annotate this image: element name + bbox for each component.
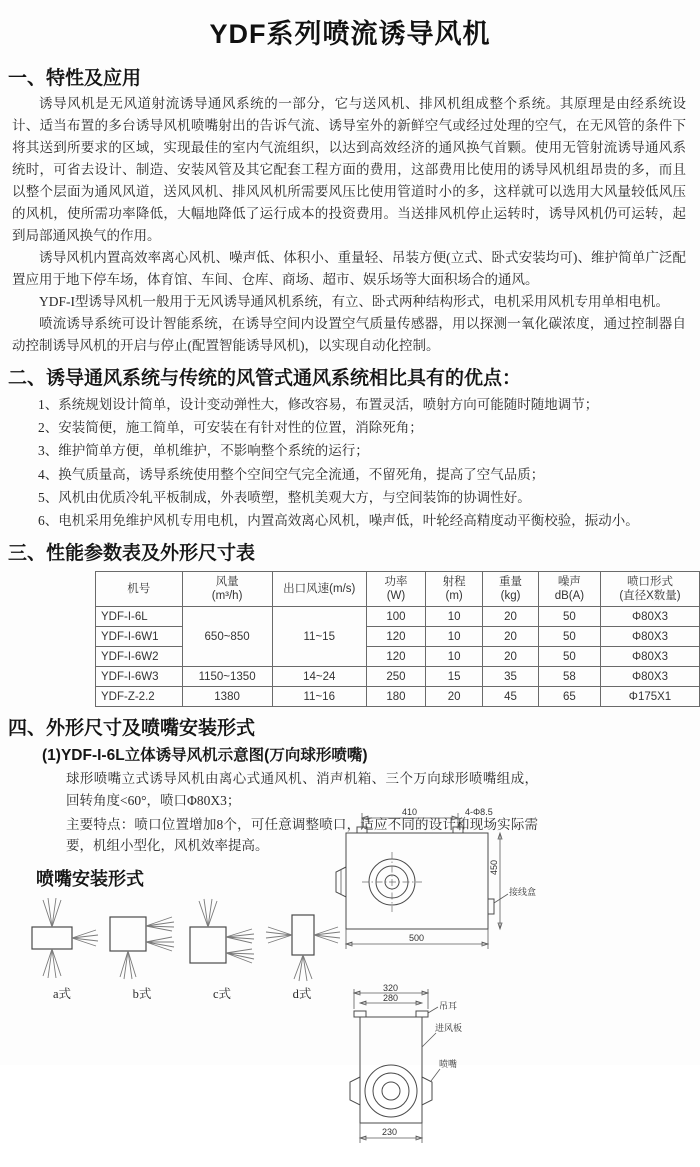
cell-weight: 45 (483, 687, 539, 707)
dimension-label: 4-Φ8.5 (465, 806, 493, 817)
cell-flow: 1380 (182, 687, 272, 707)
table-header-cell (272, 572, 366, 607)
nozzle-a-drawing (24, 893, 100, 981)
paragraph: 诱导风机内置高效率离心风机、噪声低、体积小、重量轻、吊装方便(立式、卧式安装均可)、维护简单广泛配置应用于地下停车场，体育馆、车间、仓库、商场、超市、娱乐场等大面积场合的通风。 (12, 250, 686, 287)
table-header-cell (96, 572, 183, 607)
section4-heading: 四、外形尺寸及喷嘴安装形式 (8, 718, 256, 740)
cell-power: 100 (366, 607, 425, 627)
header-label: 风量 (215, 575, 239, 588)
list-item: 6、电机采用免维护风机专用电机，内置高效离心风机，噪声低，叶轮经高精度动平衡校验，振动小。 (38, 513, 639, 529)
cell-nozzle: Φ80X3 (600, 627, 699, 647)
page-title: YDF系列喷流诱导风机 (209, 19, 491, 49)
inlet-plate-label: 进风板 (435, 1022, 463, 1033)
cell-noise: 50 (538, 607, 600, 627)
nozzle-callout-label: 喷嘴 (439, 1058, 458, 1069)
header-label: 射程 (442, 575, 466, 588)
section3-heading: 三、性能参数表及外形尺寸表 (8, 543, 256, 565)
fan-front-view-drawing (332, 803, 568, 985)
dimension-label: 450 (489, 859, 499, 875)
dimension-label: 500 (409, 932, 425, 943)
paragraph: YDF-I型诱导风机一般用于无风诱导通风机系统，有立、卧式两种结构形式，电机采用风机专用单相电机。 (39, 294, 669, 309)
cell-noise: 50 (538, 627, 600, 647)
nozzle-diagram-b (104, 893, 180, 1002)
list-item: 1、系统规划设计简单，设计变动弹性大，修改容易，布置灵活，喷射方向可能随时随地调节； (38, 397, 599, 412)
header-label: 机号 (127, 583, 151, 596)
table-header-cell (182, 572, 272, 607)
cell-speed: 11~16 (272, 687, 366, 707)
nozzle-type-label: d式 (292, 986, 312, 1001)
lifting-lug-label: 吊耳 (439, 1000, 458, 1011)
cell-range: 10 (426, 627, 483, 647)
paragraph: 球形喷嘴立式诱导风机由离心式通风机、消声机箱、三个万向球形喷嘴组成，回转角度<60°，喷口Φ80X3； (66, 771, 538, 808)
cell-speed-merged: 11~15 (272, 607, 366, 667)
nozzle-d-drawing (264, 893, 340, 981)
cell-range: 20 (426, 687, 483, 707)
header-sublabel: (直径X数量) (619, 590, 681, 603)
performance-table (95, 571, 700, 707)
header-sublabel: dB(A) (554, 590, 585, 603)
paragraph: 喷流诱导系统可设计智能系统，在诱导空间内设置空气质量传感器，用以探测一氧化碳浓度，通过控制器自动控制诱导风机的开启与停止(配置智能诱导风机)，以实现自动化控制。 (12, 316, 686, 353)
nozzle-diagram-a (24, 893, 100, 1002)
cell-model: YDF-I-6W1 (96, 627, 183, 647)
header-label: 噪声 (557, 575, 581, 588)
cell-model: YDF-Z-2.2 (96, 687, 183, 707)
cell-flow-merged: 650~850 (182, 607, 272, 667)
cell-power: 120 (366, 647, 425, 667)
junction-box-label: 接线盒 (509, 886, 537, 897)
table-header-row (96, 572, 700, 607)
cell-range: 15 (426, 667, 483, 687)
cell-noise: 50 (538, 647, 600, 667)
cell-speed: 14~24 (272, 667, 366, 687)
nozzle-type-label: b式 (132, 986, 152, 1001)
cell-weight: 20 (483, 647, 539, 667)
paragraph: 主要特点：喷口位置增加8个，可任意调整喷口，适应不同的设计和现场实际需要，机组小型化，风机效率提高。 (66, 816, 538, 854)
cell-nozzle: Φ80X3 (600, 667, 699, 687)
cell-weight: 35 (483, 667, 539, 687)
list-item: 4、换气质量高，诱导系统使用整个空间空气完全流通，不留死角，提高了空气品质； (38, 466, 545, 482)
list-item: 5、风机由优质冷轧平板制成，外表喷塑，整机美观大方，与空间装饰的协调性好。 (38, 489, 531, 505)
header-label: 出口风速(m/s) (283, 583, 356, 596)
cell-range: 10 (426, 607, 483, 627)
table-row (96, 607, 700, 627)
dimension-label: 280 (383, 992, 399, 1003)
dimension-label: 320 (383, 982, 399, 993)
dimension-label: 230 (382, 1126, 398, 1137)
table-header-cell (426, 572, 483, 607)
sub-section-title: (1)YDF-I-6L立体诱导风机示意图(万向球形喷嘴) (42, 747, 368, 765)
table-header-cell (538, 572, 600, 607)
section2-heading: 二、诱导通风系统与传统的风管式通风系统相比具有的优点： (8, 368, 522, 389)
nozzle-diagram-d (264, 893, 340, 1002)
cell-flow: 1150~1350 (182, 667, 272, 687)
table-header-cell (483, 572, 539, 607)
nozzle-diagram-c (184, 893, 260, 1002)
cell-model: YDF-I-6W2 (96, 647, 183, 667)
table-row (96, 687, 700, 707)
cell-power: 250 (366, 667, 425, 687)
nozzle-diagram-row (24, 893, 344, 1002)
dimension-drawings (332, 803, 700, 1137)
table-header-cell (600, 572, 699, 607)
cell-power: 120 (366, 627, 425, 647)
cell-model: YDF-I-6L (96, 607, 183, 627)
dimension-label: 410 (402, 806, 418, 817)
nozzle-type-label: a式 (52, 986, 72, 1001)
nozzle-c-drawing (184, 893, 260, 981)
nozzle-b-drawing (104, 893, 180, 981)
header-label: 重量 (499, 575, 523, 588)
fan-side-view-drawing (332, 982, 463, 1167)
table-row (96, 667, 700, 687)
cell-noise: 58 (538, 667, 600, 687)
cell-weight: 20 (483, 627, 539, 647)
paragraph: 诱导风机是无风道射流诱导通风系统的一部分，它与送风机、排风机组成整个系统。其原理是由经系统设计、适当布置的多台诱导风机喷嘴射出的告诉气流、诱导室外的新鲜空气或经过处理的空气，在无风管的条件下将其送到所要求的区域，实现最佳的室内气流组织，以达到高效经济的通风换气首颗。使用无管射流诱导通风系统时，可省去设计、制造、安装风管及其它配套工程方面的费用，这部费用比使用的诱导风机组昂贵的多，而且以整个层面为通风风道，送风风机、排风风机所需要风压比使用管道时小的多，这样就可以选用大风量较低风压的风机，使所需功率降低，大幅地降低了运行成本的投资费用。当送排风机停止运转时，诱导风机仍可运转，起到局部通风换气的作用。 (12, 96, 686, 243)
header-sublabel: (m) (445, 590, 463, 603)
advantages-list (38, 393, 700, 532)
header-label: 功率 (384, 575, 408, 588)
header-sublabel: (W) (386, 590, 406, 603)
header-sublabel: (m³/h) (211, 590, 243, 603)
header-sublabel: (kg) (500, 590, 521, 603)
cell-nozzle: Φ80X3 (600, 607, 699, 627)
header-label: 喷口形式 (626, 575, 673, 588)
cell-nozzle: Φ80X3 (600, 647, 699, 667)
cell-weight: 20 (483, 607, 539, 627)
section1-heading: 一、特性及应用 (8, 68, 142, 89)
cell-nozzle: Φ175X1 (600, 687, 699, 707)
cell-noise: 65 (538, 687, 600, 707)
nozzle-type-label: c式 (212, 986, 232, 1001)
cell-range: 10 (426, 647, 483, 667)
list-item: 3、维护简单方便，单机维护，不影响整个系统的运行； (38, 443, 369, 459)
list-item: 2、安装简便，施工简单，可安装在有针对性的位置，消除死角； (38, 420, 423, 436)
cell-power: 180 (366, 687, 425, 707)
table-header-cell (366, 572, 425, 607)
nozzle-install-heading: 喷嘴安装形式 (36, 868, 144, 889)
cell-model: YDF-I-6W3 (96, 667, 183, 687)
